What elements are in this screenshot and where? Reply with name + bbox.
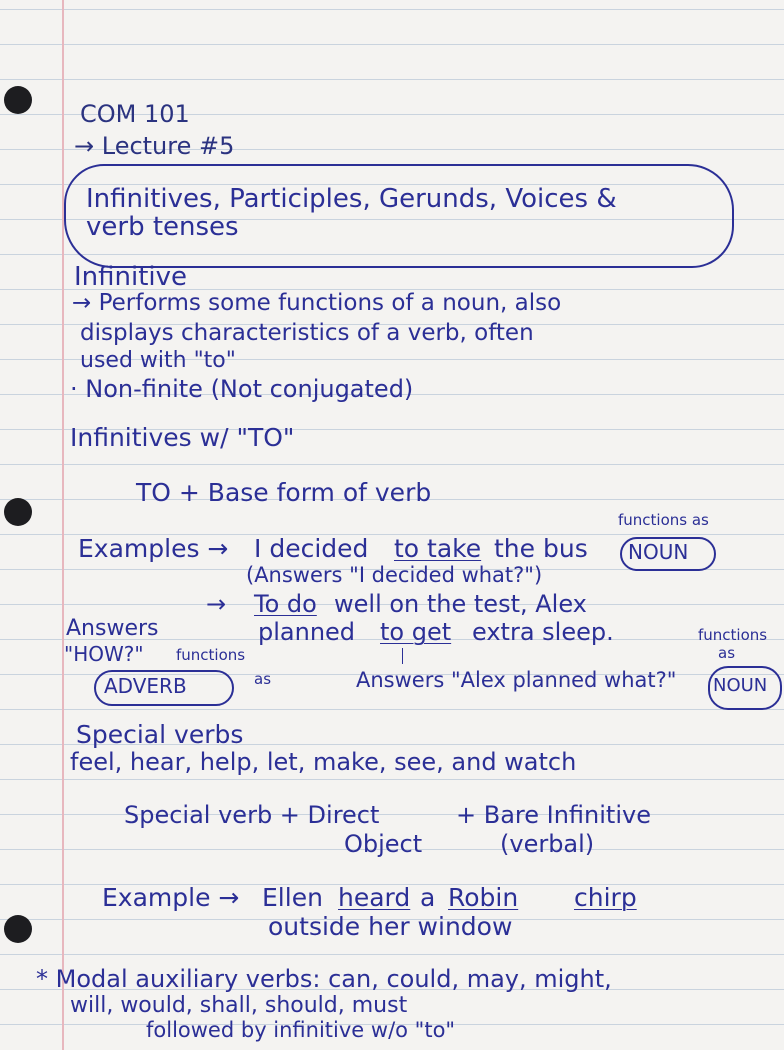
definition-line2: displays characteristics of a verb, often bbox=[80, 320, 534, 346]
functions-as-note1: functions as bbox=[618, 511, 709, 529]
noun-label2: NOUN bbox=[713, 675, 768, 696]
as-note2: as bbox=[718, 644, 736, 662]
binder-hole-bottom bbox=[4, 915, 32, 943]
example-label: Example → bbox=[102, 883, 240, 912]
example1-text-a: I decided bbox=[254, 534, 369, 563]
special-verbs-list: feel, hear, help, let, make, see, and watch bbox=[70, 748, 577, 776]
example1-text-b: the bus bbox=[494, 534, 588, 563]
answers-how-line2: "HOW?" bbox=[64, 642, 144, 666]
example-b: a bbox=[420, 883, 436, 912]
answers-how-line1: Answers bbox=[66, 616, 159, 641]
lecture-title: → Lecture #5 bbox=[74, 132, 235, 160]
example2-text: well on the test, Alex bbox=[334, 590, 587, 618]
modal-line2: will, would, shall, should, must bbox=[70, 993, 408, 1018]
modal-line1: * Modal auxiliary verbs: can, could, may, might, bbox=[36, 965, 612, 993]
example2-line2-underlined: to get bbox=[380, 618, 452, 646]
infinitives-with-to: Infinitives w/ "TO" bbox=[70, 423, 295, 452]
example2-underlined: To do bbox=[254, 590, 317, 618]
examples-label: Examples → bbox=[78, 534, 229, 563]
definition-line1: → Performs some functions of a noun, also bbox=[72, 290, 562, 316]
modal-line3: followed by infinitive w/o "to" bbox=[146, 1018, 456, 1042]
special-formula-b: Object bbox=[344, 830, 423, 858]
example-robin: Robin bbox=[448, 883, 519, 912]
formula: TO + Base form of verb bbox=[136, 478, 432, 507]
special-formula-d: (verbal) bbox=[500, 830, 595, 858]
special-formula-c: + Bare Infinitive bbox=[456, 801, 651, 829]
functions-word: functions bbox=[176, 646, 246, 664]
special-verbs-heading: Special verbs bbox=[76, 720, 244, 749]
course-title: COM 101 bbox=[80, 100, 190, 128]
non-finite-note: · Non-finite (Not conjugated) bbox=[70, 375, 414, 403]
binder-hole-top bbox=[4, 86, 32, 114]
infinitive-heading: Infinitive bbox=[74, 262, 188, 292]
margin-line bbox=[62, 0, 64, 1050]
as-word: as bbox=[254, 670, 272, 688]
definition-line3: used with "to" bbox=[80, 348, 236, 373]
example1-answer: (Answers "I decided what?") bbox=[246, 563, 543, 587]
topic-line2: verb tenses bbox=[86, 212, 239, 242]
special-formula-a: Special verb + Direct bbox=[124, 801, 380, 829]
example-a: Ellen bbox=[262, 883, 323, 912]
example-heard: heard bbox=[338, 883, 411, 912]
example2-line2-b: extra sleep. bbox=[472, 618, 614, 646]
noun-label1: NOUN bbox=[628, 540, 689, 564]
example3-answer: Answers "Alex planned what?" bbox=[356, 668, 677, 692]
functions-note2: functions bbox=[698, 626, 768, 644]
example-line2: outside her window bbox=[268, 912, 513, 941]
example1-underlined: to take bbox=[394, 534, 482, 563]
example2-line2-a: planned bbox=[258, 618, 356, 646]
binder-hole-middle bbox=[4, 498, 32, 526]
example2-arrow: → bbox=[206, 590, 227, 618]
topic-line1: Infinitives, Participles, Gerunds, Voices & bbox=[86, 184, 617, 214]
example-chirp: chirp bbox=[574, 883, 637, 912]
adverb-label: ADVERB bbox=[104, 674, 187, 698]
down-arrow bbox=[402, 648, 403, 664]
